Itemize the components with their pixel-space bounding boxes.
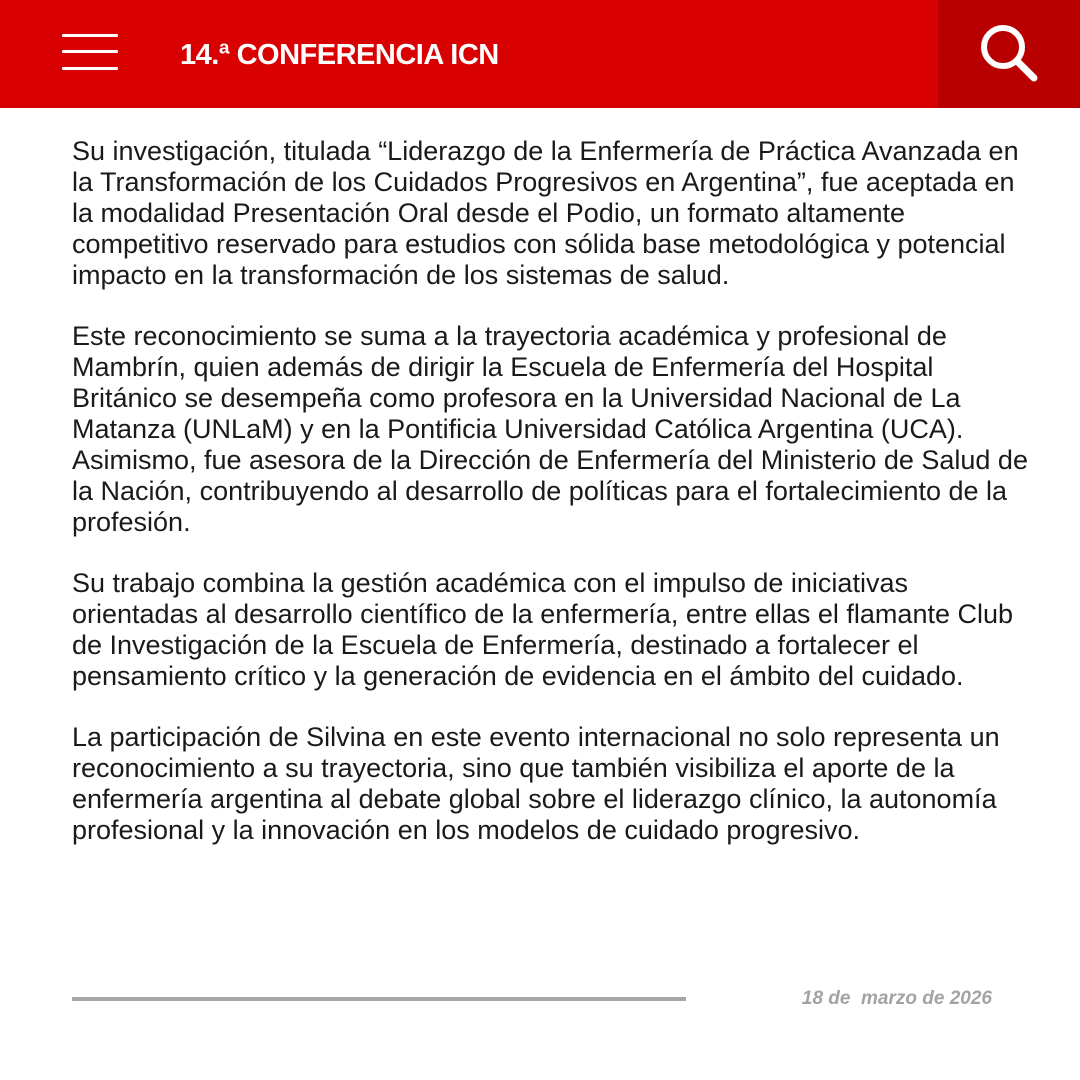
article-paragraph: Su trabajo combina la gestión académica con el impulso de iniciativas orientadas al desarrollo científico de la enfermería, entre ellas el flamante Club de Investigación de la Escuela de Enfermería, destinado a fortalecer el pensamiento crítico y la generación de evidencia en el ámbito del cuidado. xyxy=(72,568,1014,691)
menu-line xyxy=(62,34,118,37)
article-paragraph: Su investigación, titulada “Liderazgo de la Enfermería de Práctica Avanzada en la Transformación de los Cuidados Progresivos en Argentina”, fue aceptada en la modalidad Presentación Oral desde el Podio, un formato altamente competitivo reservado para estudios con sólida base metodológica y potencial impacto en la transformación de los sistemas de salud. xyxy=(72,136,1019,290)
menu-line xyxy=(62,67,118,70)
search-button[interactable] xyxy=(938,0,1080,108)
article-body xyxy=(72,136,1032,876)
top-bar xyxy=(0,0,1080,108)
menu-line xyxy=(62,50,118,53)
article-paragraph: Este reconocimiento se suma a la trayectoria académica y profesional de Mambrín, quien además de dirigir la Escuela de Enfermería del Hospital Británico se desempeña como profesora en la Universidad Nacional de La Matanza (UNLaM) y en la Pontificia Universidad Católica Argentina (UCA). Asimismo, fue asesora de la Dirección de Enfermería del Ministerio de Salud de la Nación, contribuyendo al desarrollo de políticas para el fortalecimiento de la profesión. xyxy=(72,321,1028,537)
footer-divider xyxy=(72,997,686,1001)
page-title: 14.ª CONFERENCIA ICN xyxy=(180,39,499,71)
search-icon xyxy=(978,22,1040,84)
article-paragraph: La participación de Silvina en este evento internacional no solo representa un reconocimiento a su trayectoria, sino que también visibiliza el aporte de la enfermería argentina al debate global sobre el liderazgo clínico, la autonomía profesional y la innovación en los modelos de cuidado progresivo. xyxy=(72,722,1000,845)
hamburger-menu-icon[interactable] xyxy=(62,34,118,72)
publication-date: 18 de marzo de 2026 xyxy=(801,988,992,1009)
